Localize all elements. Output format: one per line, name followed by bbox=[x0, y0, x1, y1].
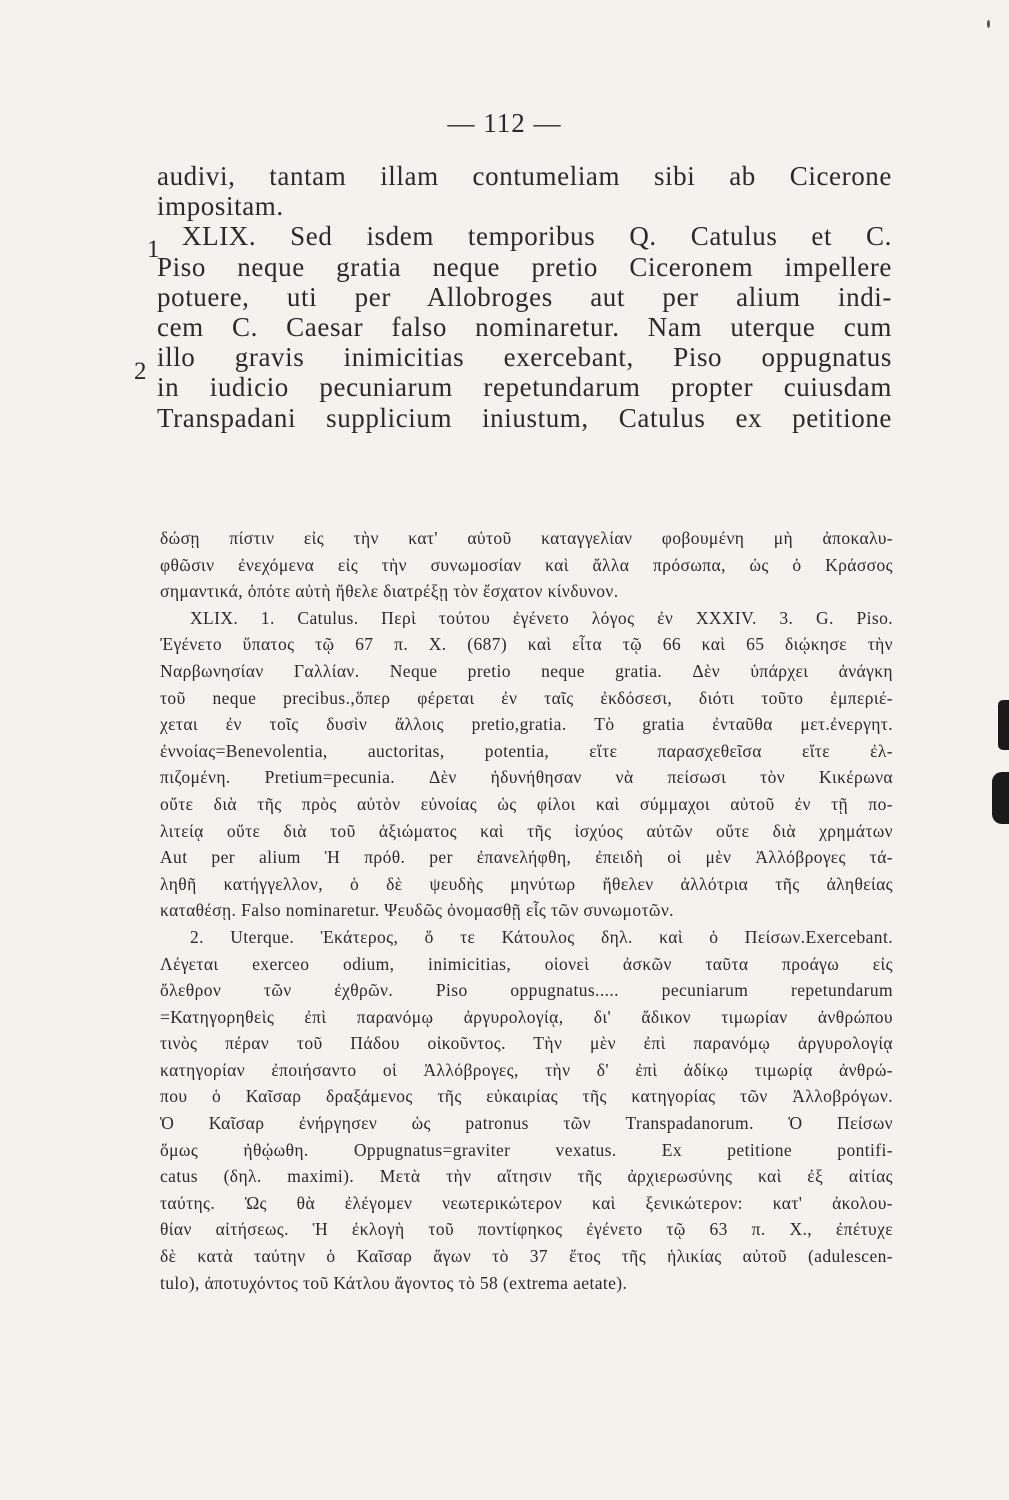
commentary-line: tulo), ἀποτυχόντος τοῦ Κάτλου ἄγοντος τὸ 58 (extrema aetate). bbox=[160, 1272, 628, 1293]
commentary-line: πιζομένη. Pretium=pecunia. Δὲν ἠδυνήθησαν νὰ πείσωσι τὸν Κικέρωνα bbox=[160, 767, 893, 788]
commentary-line: Ὁ Καῖσαρ ἐνήργησεν ὡς patronus τῶν Transpadanorum. Ὁ Πείσων bbox=[160, 1113, 893, 1134]
commentary-line: ὄλεθρον τῶν ἐχθρῶν. Piso oppugnatus..... pecuniarum repetundarum bbox=[160, 980, 893, 1001]
commentary-line: καταθέσῃ. Falso nominaretur. Ψευδῶς ὀνομασθῇ εἷς τῶν συνωμοτῶν. bbox=[160, 900, 674, 921]
commentary-line: Aut per alium Ἡ πρόθ. per ἐπανελήφθη, ἐπειδὴ οἱ μὲν Ἀλλόβρογες τά- bbox=[160, 847, 893, 868]
commentary-line: ὅμως ἠθῴωθη. Oppugnatus=graviter vexatus. Ex petitione pontifi- bbox=[160, 1139, 893, 1160]
commentary-line: catus (δηλ. maximi). Μετὰ τὴν αἴτησιν τῆς ἀρχιερωσύνης καὶ ἐξ αἰτίας bbox=[160, 1166, 893, 1187]
commentary-line: σημαντικά, ὁπότε αὐτὴ ἤθελε διατρέξῃ τὸν ἔσχατον κίνδυνον. bbox=[160, 581, 619, 602]
scan-edge-mark bbox=[992, 772, 1009, 824]
scan-edge-mark bbox=[998, 700, 1009, 750]
commentary-line: τινὸς πέραν τοῦ Πάδου οἰκοῦντος. Τὴν μὲν ἐπὶ παρανόμῳ ἀργυρολογίᾳ bbox=[160, 1033, 893, 1054]
commentary-line: κατηγορίαν ἐποιήσαντο οἱ Ἀλλόβρογες, τὴν δ' ἐπὶ ἀδίκῳ τιμωρίᾳ ἀνθρώ- bbox=[160, 1059, 893, 1080]
main-line: impositam. bbox=[157, 191, 284, 222]
commentary-line: φθῶσιν ἐνεχόμενα εἰς τὴν συνωμοσίαν καὶ ἄλλα πρόσωπα, ὡς ὁ Κράσσος bbox=[160, 554, 893, 575]
page-number: — 112 — bbox=[447, 108, 562, 138]
main-line: Piso neque gratia neque pretio Ciceronem impellere bbox=[157, 251, 892, 282]
commentary-line: Ναρβωνησίαν Γαλλίαν. Neque pretio neque gratia. Δὲν ὑπάρχει ἀνάγκη bbox=[160, 660, 893, 681]
commentary-line: ληθῆ κατήγγελλον, ὁ δὲ ψευδὴς μηνύτωρ ἤθελεν ἀλλότρια τῆς ἀληθείας bbox=[160, 873, 893, 894]
margin-number-1: 1 bbox=[147, 236, 160, 263]
commentary-line: δώσῃ πίστιν εἰς τὴν κατ' αὐτοῦ καταγγελίαν φοβουμένη μὴ ἀποκαλυ- bbox=[160, 528, 893, 548]
main-line: potuere, uti per Allobroges aut per alium indi- bbox=[157, 281, 892, 312]
main-line: XLIX. Sed isdem temporibus Q. Catulus et C. bbox=[182, 221, 892, 252]
margin-number-2: 2 bbox=[134, 358, 147, 385]
commentary-line: χεται ἐν τοῖς δυσὶν ἄλλοις pretio,gratia. Τὸ gratia ἐνταῦθα μετ.ἐνεργητ. bbox=[160, 714, 893, 735]
commentary-line: θίαν αἰτήσεως. Ἡ ἐκλογὴ τοῦ ποντίφηκος ἐγένετο τῷ 63 π. Χ., ἐπέτυχε bbox=[160, 1219, 893, 1240]
main-line: in iudicio pecuniarum repetundarum propter cuiusdam bbox=[157, 372, 892, 403]
commentary-line: 2. Uterque. Ἑκάτερος, ὅ τε Κάτουλος δηλ. καὶ ὁ Πείσων.Exercebant. bbox=[190, 926, 893, 947]
commentary-line: Ἐγένετο ὕπατος τῷ 67 π. Χ. (687) καὶ εἶτα τῷ 66 καὶ 65 διῴκησε τὴν bbox=[160, 634, 893, 655]
main-line: audivi, tantam illam contumeliam sibi ab Cicerone bbox=[157, 161, 892, 191]
commentary-line: δὲ κατὰ ταύτην ὁ Καῖσαρ ἄγων τὸ 37 ἔτος τῆς ἡλικίας αὐτοῦ (adulescen- bbox=[160, 1246, 893, 1267]
scan-speck bbox=[987, 20, 990, 28]
commentary-line: ἐννοίας=Benevolentia, auctoritas, potentia, εἴτε παρασχεθεῖσα εἴτε ἐλ- bbox=[160, 740, 893, 761]
commentary-notes bbox=[160, 525, 893, 1296]
main-text bbox=[157, 161, 892, 433]
main-line: cem C. Caesar falso nominaretur. Nam uterque cum bbox=[157, 311, 892, 342]
main-line: Transpadani supplicium iniustum, Catulus ex petitione bbox=[157, 402, 892, 433]
commentary-line: ταύτης. Ὡς θὰ ἐλέγομεν νεωτερικώτερον καὶ ξενικώτερον: κατ' ἀκολου- bbox=[160, 1192, 893, 1213]
commentary-line: οὔτε διὰ τῆς πρὸς αὐτὸν εὐνοίας ὡς φίλοι καὶ σύμμαχοι αὐτοῦ ἐν τῇ πο- bbox=[160, 793, 893, 814]
main-line: illo gravis inimicitias exercebant, Piso oppugnatus bbox=[157, 342, 892, 373]
commentary-line: XLIX. 1. Catulus. Περὶ τούτου ἐγένετο λόγος ἐν XXXIV. 3. G. Piso. bbox=[190, 607, 893, 628]
commentary-line: λιτείᾳ οὔτε διὰ τοῦ ἀξιώματος καὶ τῆς ἰσχύος αὐτῶν οὔτε διὰ χρημάτων bbox=[160, 820, 893, 841]
commentary-line: τοῦ neque precibus.,ὅπερ φέρεται ἐν ταῖς ἐκδόσεσι, διότι τοῦτο ἐμπεριέ- bbox=[160, 687, 893, 708]
commentary-line: που ὁ Καῖσαρ δραξάμενος τῆς εὐκαιρίας τῆς κατηγορίας τῶν Ἀλλοβρόγων. bbox=[160, 1086, 893, 1107]
commentary-line: =Κατηγορηθεὶς ἐπὶ παρανόμῳ ἀργυρολογίᾳ, δι' ἄδικον τιμωρίαν ἀνθρώπου bbox=[160, 1006, 893, 1027]
commentary-line: Λέγεται exerceo odium, inimicitias, οἱονεὶ ἀσκῶν ταῦτα προάγω εἰς bbox=[160, 953, 893, 974]
